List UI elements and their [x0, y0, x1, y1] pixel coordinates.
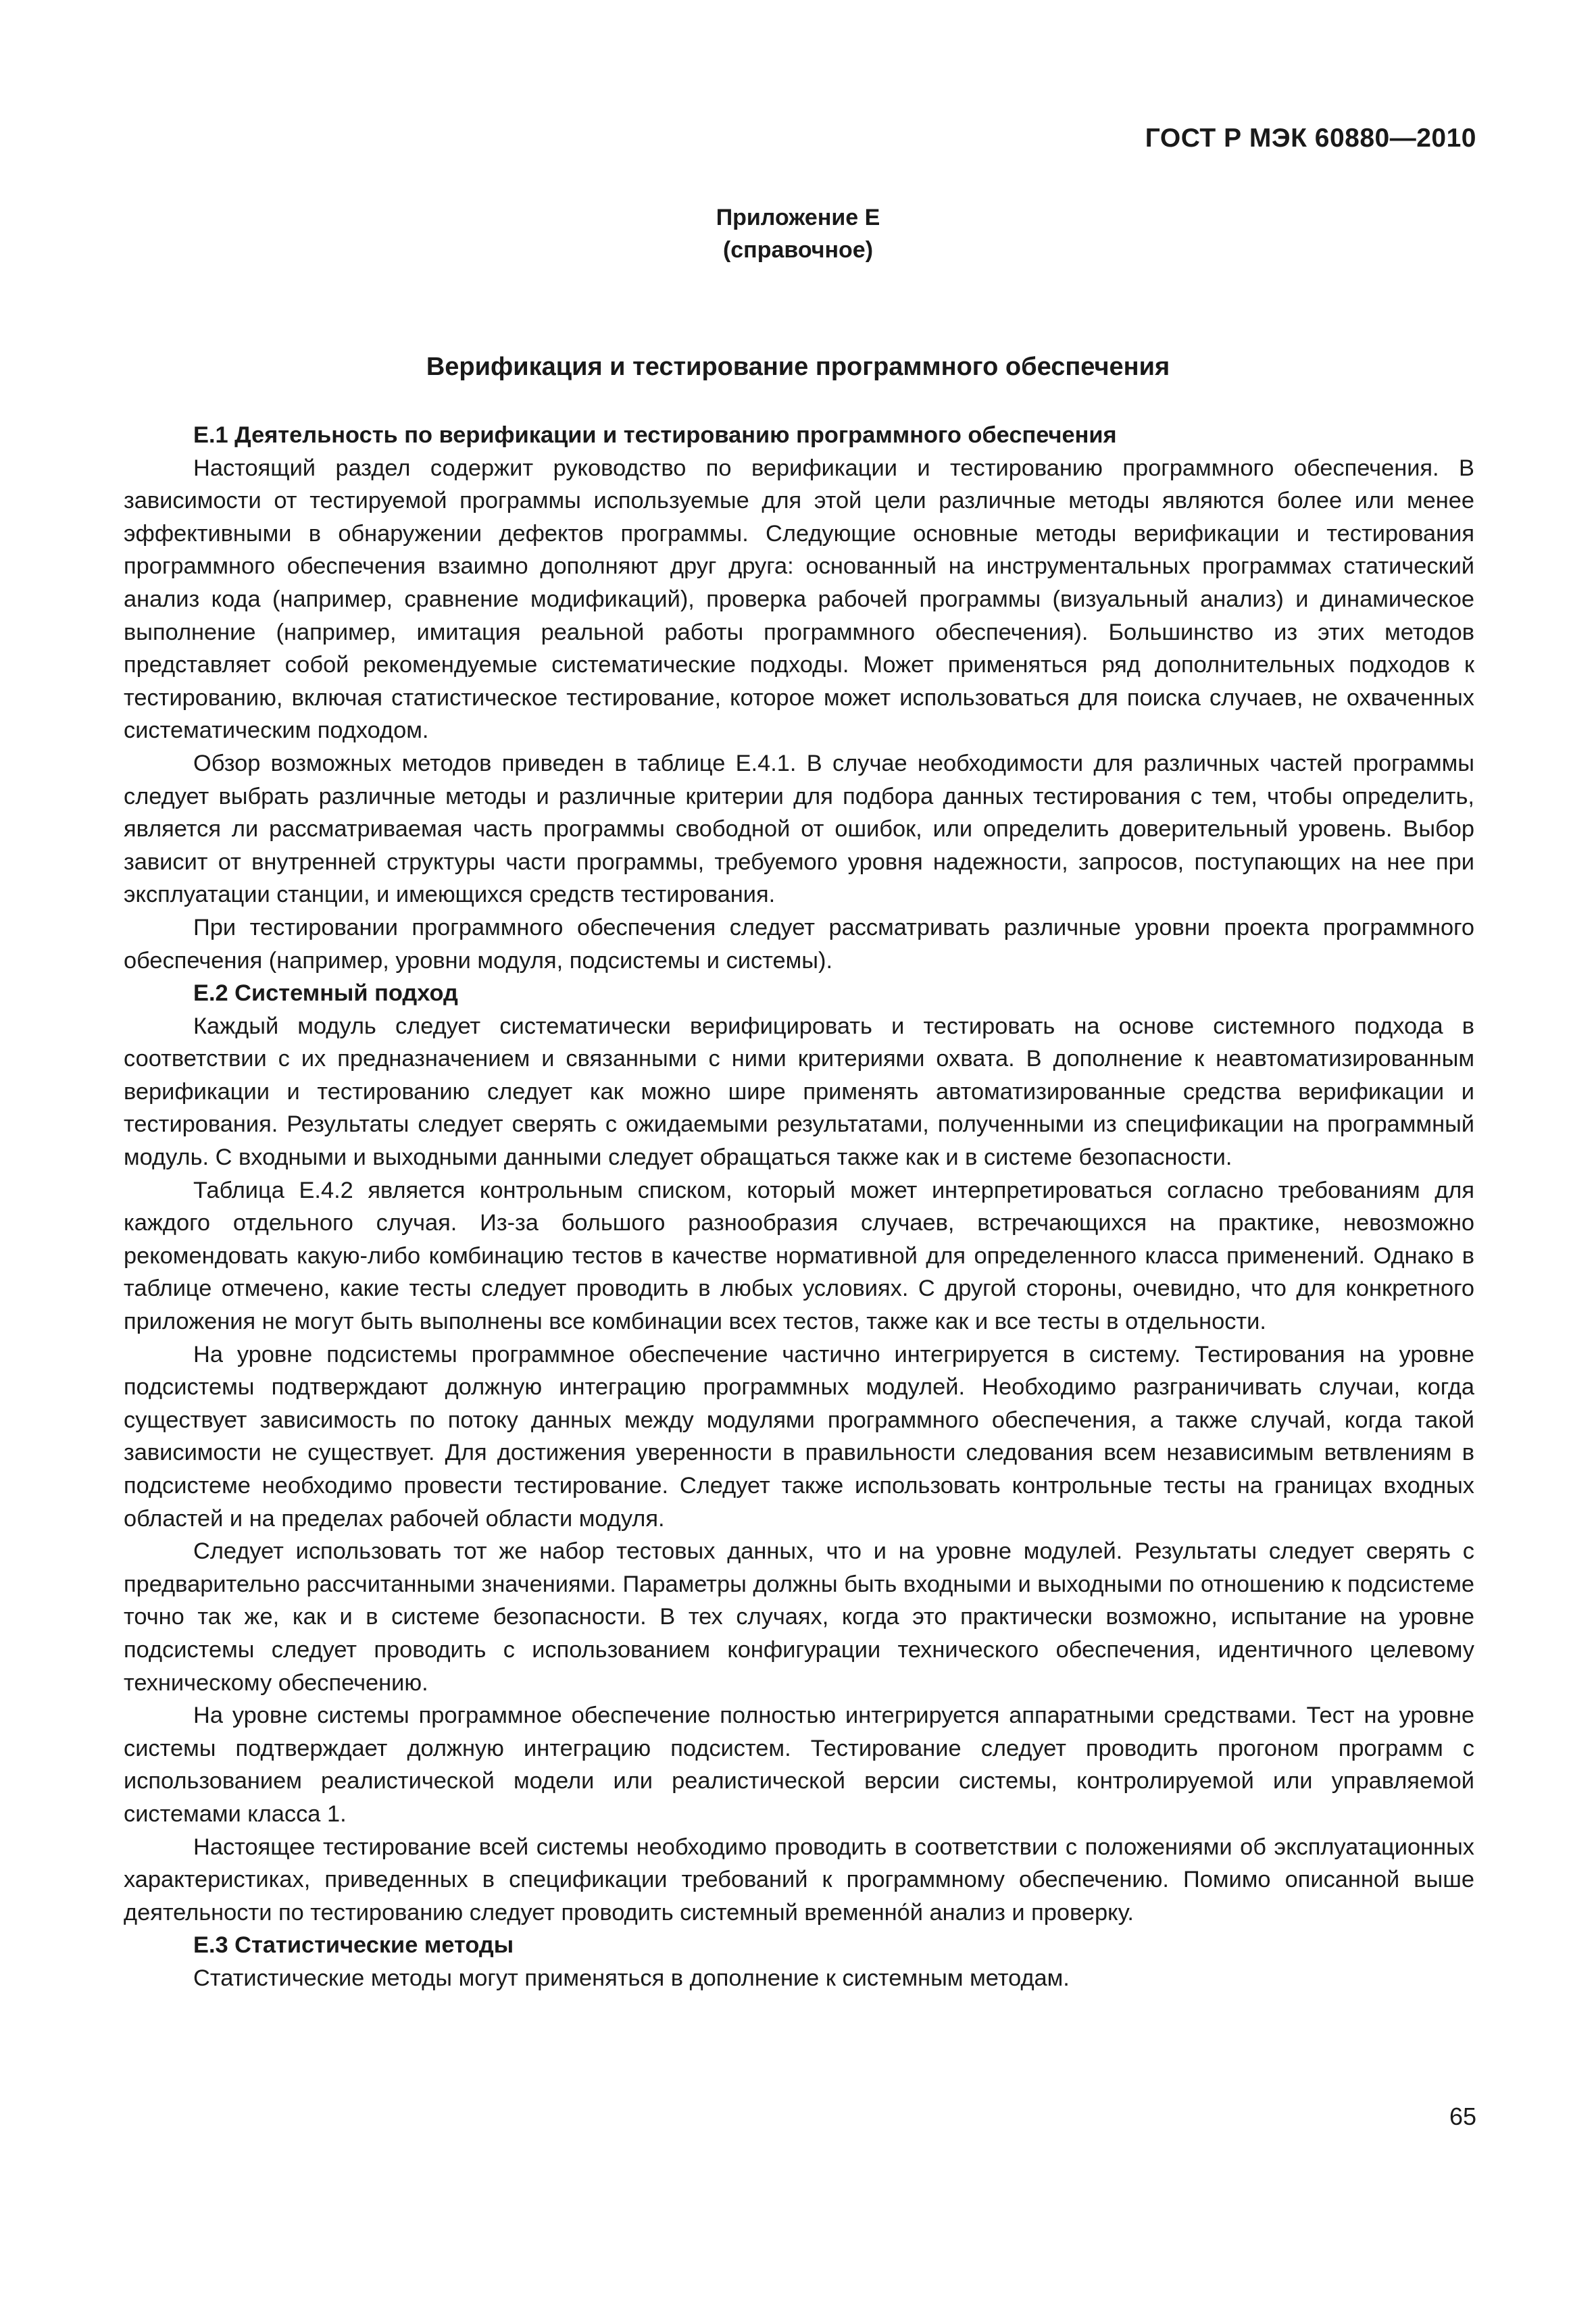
paragraph: Настоящий раздел содержит руководство по верификации и тестированию программного обеспечения. В зависимости от тестируемой программы используемые для этой цели различные методы являются более или менее эффективными в обнаружении дефектов программы. Следующие основные методы верификации и тестирования программного обеспечения взаимно дополняют друг друга: основанный на инструментальных программах статический анализ кода (например, сравнение модификаций), проверка рабочей программы (визуальный анализ) и динамическое выполнение (например, имитация реальной работы программного обеспечения). Большинство из этих методов представляет собой рекомендуемые систематические подходы. Может применяться ряд дополнительных подходов к тестированию, включая статистическое тестирование, которое может использоваться для поиска случаев, не охваченных систематическим подходом.: [124, 455, 1474, 744]
section-heading-e2: Е.2 Системный подход: [193, 980, 458, 1007]
section-heading-e1: Е.1 Деятельность по верификации и тестированию программного обеспечения: [193, 422, 1117, 448]
annex-status: (справочное): [722, 237, 874, 263]
paragraph: Статистические методы могут применяться в дополнение к системным методам.: [193, 1965, 1070, 1991]
paragraph: Следует использовать тот же набор тестовых данных, что и на уровне модулей. Результаты следует сверять с предварительно рассчитанными значениями. Параметры должны быть входными и выходными по отношению к подсистеме точно так же, как и в системе безопасности. В тех случаях, когда это практически возможно, испытание на уровне подсистемы следует проводить с использованием конфигурации технического обеспечения, идентичного целевому техническому обеспечению.: [124, 1538, 1474, 1696]
document-code: ГОСТ Р МЭК 60880—2010: [1145, 124, 1476, 153]
paragraph: Таблица Е.4.2 является контрольным списком, который может интерпретироваться согласно требованиям для каждого отдельного случая. Из-за большого разнообразия случаев, встречающихся на практике, невозможно рекомендовать какую-либо комбинацию тестов в качестве нормативной для определенного класса применений. Однако в таблице отмечено, какие тесты следует проводить в любых условиях. С другой стороны, очевидно, что для конкретного приложения не могут быть выполнены все комбинации всех тестов, также как и все тесты в отдельности.: [124, 1177, 1474, 1335]
paragraph: Настоящее тестирование всей системы необходимо проводить в соответствии с положениями об эксплуатационных характеристиках, приведенных в спецификации требований к программному обеспечению. Помимо описанной выше деятельности по тестированию следует проводить системный временно́й анализ и проверку.: [124, 1834, 1474, 1926]
annex-title: Приложение Е: [716, 205, 880, 230]
page-number: 65: [1449, 2103, 1476, 2130]
paragraph: Каждый модуль следует систематически верифицировать и тестировать на основе системного подхода в соответствии с их предназначением и связанными с ними критериями охвата. В дополнение к неавтоматизированным верификации и тестированию следует как можно шире применять автоматизированные средства верификации и тестирования. Результаты следует сверять с ожидаемыми результатами, полученными из спецификации на программный модуль. С входными и выходными данными следует обращаться также как и в системе безопасности.: [124, 1013, 1474, 1171]
paragraph: При тестировании программного обеспечения следует рассматривать различные уровни проекта программного обеспечения (например, уровни модуля, подсистемы и системы).: [124, 914, 1474, 974]
paragraph: На уровне подсистемы программное обеспечение частично интегрируется в систему. Тестирования на уровне подсистемы подтверждают должную интеграцию программных модулей. Необходимо разграничивать случаи, когда существует зависимость по потоку данных между модулями программного обеспечения, а также случай, когда такой зависимости не существует. Для достижения уверенности в правильности следования всем независимым ветвлениям в подсистеме необходимо провести тестирование. Следует также использовать контрольные тесты на границах входных областей и на пределах рабочей области модуля.: [124, 1341, 1474, 1532]
section-heading-e3: Е.3 Статистические методы: [193, 1932, 514, 1959]
document-title: Верификация и тестирование программного обеспечения: [426, 353, 1170, 381]
paragraph: На уровне системы программное обеспечение полностью интегрируется аппаратными средствами. Тест на уровне системы подтверждает должную интеграцию подсистем. Тестирование следует проводить прогоном программ с использованием реалистической модели или реалистической версии системы, контролируемой или управляемой системами класса 1.: [124, 1703, 1474, 1827]
paragraph: Обзор возможных методов приведен в таблице Е.4.1. В случае необходимости для различных частей программы следует выбрать различные методы и различные критерии для подбора данных тестирования с тем, чтобы определить, является ли рассматриваемая часть программы свободной от ошибок, или определить доверительный уровень. Выбор зависит от внутренней структуры части программы, требуемого уровня надежности, запросов, поступающих на нее при эксплуатации станции, и имеющихся средств тестирования.: [124, 750, 1474, 908]
document-body: [124, 419, 1474, 1995]
annex-heading: [0, 201, 1596, 266]
